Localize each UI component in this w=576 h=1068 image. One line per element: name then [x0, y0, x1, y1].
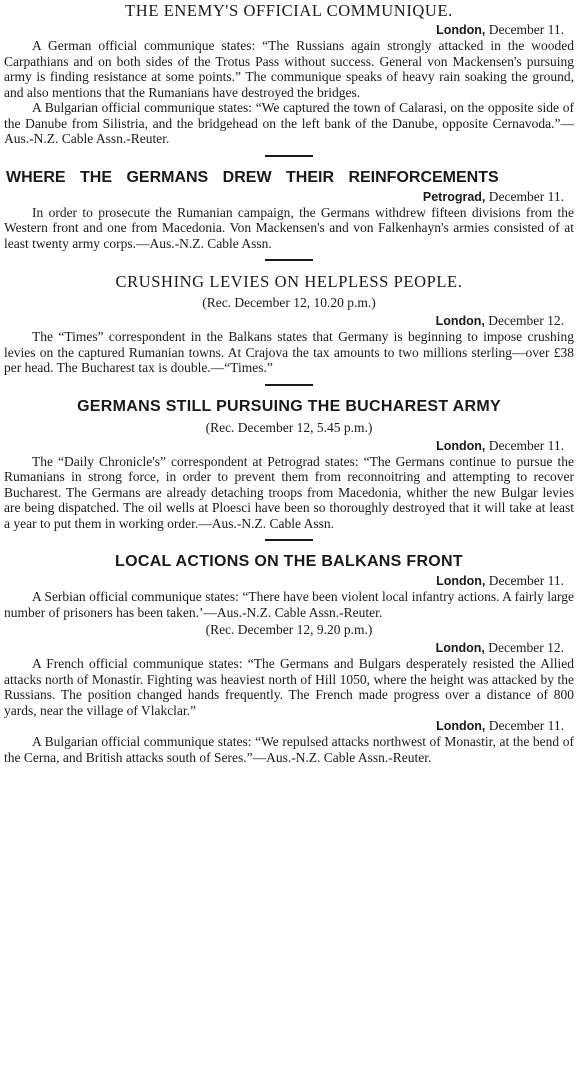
dateline — [4, 573, 574, 589]
headline: LOCAL ACTIONS ON THE BALKANS FRONT — [115, 553, 463, 570]
article-crushing-levies — [4, 271, 574, 376]
dateline — [4, 313, 574, 329]
received-time: (Rec. December 12, 5.45 p.m.) — [205, 419, 373, 435]
dateline-place: London, — [436, 438, 486, 453]
dateline-place: London, — [435, 314, 485, 328]
section-divider — [265, 259, 313, 261]
section-divider — [265, 539, 313, 541]
received-time: (Rec. December 12, 10.20 p.m.) — [202, 295, 376, 310]
dateline-place: London, — [435, 641, 485, 655]
dateline — [4, 438, 574, 454]
article-enemy-communique — [4, 0, 574, 147]
article-pursuing-bucharest-army — [4, 396, 574, 532]
dateline-place: London, — [436, 23, 486, 37]
paragraph: In order to prosecute the Rumanian campaign, the Germans withdrew fifteen divisions from the Western front and one from Macedonia. Von Mackensen's and von Falkenhayn's armies consisted of at least twenty army corps.—Aus.-N.Z. Cable Assn. — [4, 204, 574, 251]
dateline — [4, 22, 574, 38]
received-time: (Rec. December 12, 9.20 p.m.) — [205, 622, 373, 637]
paragraph: The “Daily Chronicle's” correspondent at Petrograd states: “The Germans continue to pursue the Rumanians in strong force, in order to prevent them from reconnoitring and attempting to recover Bucharest. The Germans are already detaching troops from Macedonia, whither the new Bulgar levies are being dispatched. The oil wells at Ploesci have been so thoroughly destroyed that it will take at least a year to put them in working order.—Aus.-N.Z. Cable Assn. — [4, 453, 574, 531]
paragraph: A Bulgarian official communique states: “We repulsed attacks northwest of Monastir, at the bend of the Cerna, and British attacks south of Seres.”—Aus.-N.Z. Cable Assn.-Reuter. — [4, 734, 574, 765]
paragraph: A French official communique states: “The Germans and Bulgars desperately resisted the Allied attacks north of Monastir. Fighting was heaviest north of Hill 1050, where the height was attacked by the Russians. The position changed hands frequently. The French made progress over a distance of 800 yards, near the village of Vlakclar.” — [4, 656, 574, 718]
headline: CRUSHING LEVIES ON HELPLESS PEOPLE. — [115, 272, 463, 291]
paragraph: A Bulgarian official communique states: “We captured the town of Calarasi, on the opposite side of the Danube from Silistria, and the bridgehead on the left bank of the Danube, opposite Cernavoda.”—Aus.-N.Z. Cable Assn.-Reuter. — [4, 100, 574, 146]
dateline — [4, 640, 574, 656]
headline: GERMANS STILL PURSUING THE BUCHAREST ARMY — [77, 397, 501, 415]
headline: WHERE THE GERMANS DREW THEIR REINFORCEMENTS — [6, 168, 499, 186]
dateline-place: Petrograd, — [422, 189, 486, 204]
article-balkans-front — [4, 551, 574, 765]
dateline-date: December 11. — [488, 718, 564, 733]
article-german-reinforcements — [4, 167, 574, 252]
dateline-date: December 12. — [488, 640, 564, 655]
dateline-date: December 11. — [488, 188, 564, 204]
paragraph: The “Times” correspondent in the Balkans states that Germany is beginning to impose crushing levies on the captured Rumanian towns. At Crajova the tax amounts to two millions sterling—over £38 per head. The Bucharest tax is double.—“Times.” — [4, 329, 574, 375]
dateline-place: London, — [436, 574, 486, 588]
headline: THE ENEMY'S OFFICIAL COMMUNIQUE. — [125, 1, 453, 20]
dateline-date: December 11. — [488, 22, 564, 37]
paragraph: A German official communique states: “The Russians again strongly attacked in the wooded Carpathians and on both sides of the Trotus Pass without success. General von Mackensen's pursuing army is finding resistance at some points.” The communique speaks of heavy rain soaking the ground, and also mentions that the Rumanians have destroyed the bridges. — [4, 38, 574, 100]
dateline-date: December 11. — [488, 573, 564, 588]
section-divider — [265, 155, 313, 157]
dateline — [4, 189, 574, 205]
dateline-date: December 12. — [488, 313, 564, 328]
section-divider — [265, 384, 313, 386]
dateline-date: December 11. — [488, 437, 564, 453]
dateline — [4, 718, 574, 734]
dateline-place: London, — [436, 719, 486, 733]
paragraph: A Serbian official communique states: “There have been violent local infantry actions. A fairly large number of prisoners has been taken.’—Aus.-N.Z. Cable Assn.-Reuter. — [4, 589, 574, 620]
